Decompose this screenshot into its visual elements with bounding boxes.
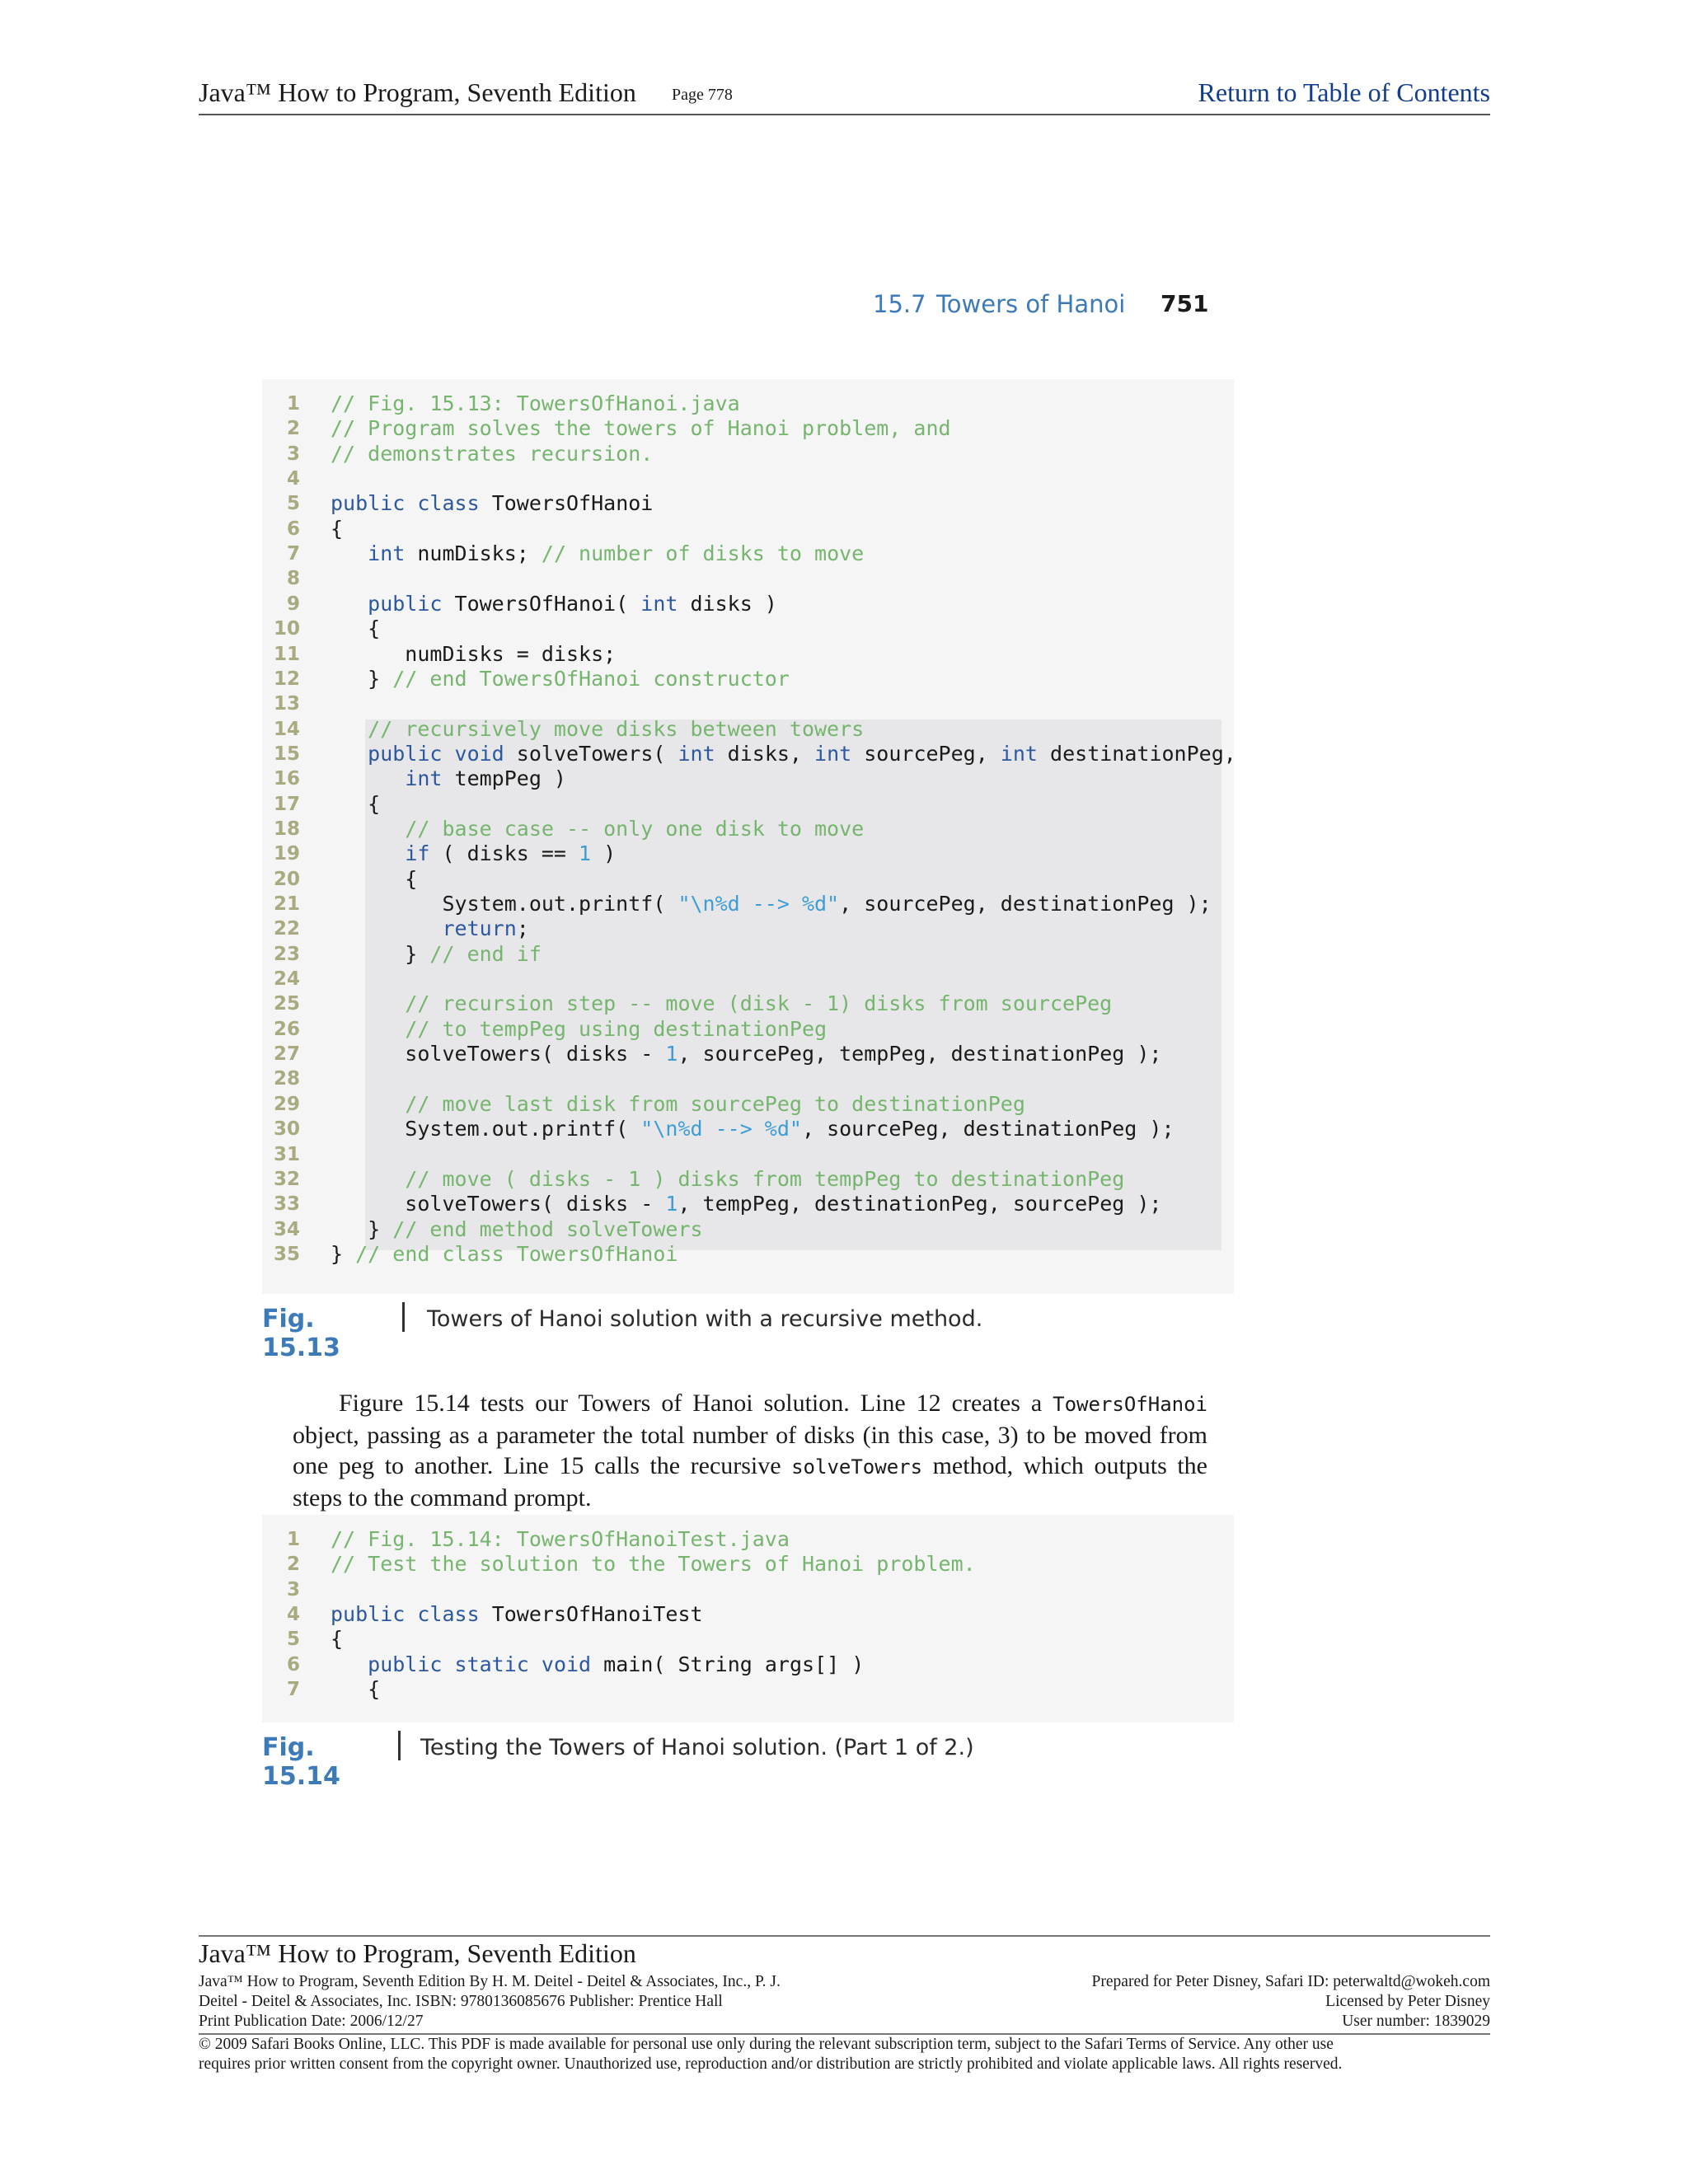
code-text: if ( disks == 1 )	[405, 841, 617, 866]
line-number: 16	[273, 768, 300, 790]
footer-citation-line: Java™ How to Program, Seventh Edition By H. M. Deitel - Deitel & Associates, Inc., P. J.	[199, 1973, 781, 1990]
line-number: 1	[286, 393, 300, 415]
line-number: 34	[273, 1218, 300, 1240]
code-text: // recursively move disks between towers	[368, 716, 865, 741]
code-text: System.out.printf( "\n%d --> %d", sourcePeg, destinationPeg );	[331, 892, 1212, 916]
line-number: 4	[286, 1604, 300, 1626]
line-number: 25	[273, 993, 300, 1015]
line-number: 21	[273, 893, 300, 915]
code-text: // recursion step -- move (disk - 1) disks from sourcePeg	[405, 991, 1113, 1016]
footer-license-line: User number: 1839029	[1342, 2013, 1490, 2030]
code-text: } // end TowersOfHanoi constructor	[331, 666, 790, 691]
code-listing-fig-15-13	[262, 379, 1234, 1294]
line-number: 27	[273, 1043, 300, 1066]
code-text: solveTowers( disks - 1, tempPeg, destinationPeg, sourcePeg );	[331, 1192, 1162, 1216]
line-number: 6	[286, 1653, 300, 1675]
code-text: {	[331, 616, 381, 641]
footer-license-line: Prepared for Peter Disney, Safari ID: peterwaltd@wokeh.com	[1091, 1973, 1490, 1990]
code-text: return;	[442, 916, 529, 941]
code-text: {	[331, 1627, 344, 1652]
running-head	[824, 288, 1212, 321]
line-number: 15	[273, 743, 300, 765]
inline-code-class: TowersOfHanoi	[1053, 1393, 1207, 1416]
code-text: public static void main( String args[] )	[368, 1652, 865, 1676]
line-number: 26	[273, 1018, 300, 1040]
line-number: 13	[273, 693, 300, 715]
code-text: // move ( disks - 1 ) disks from tempPeg to destinationPeg	[405, 1166, 1125, 1191]
line-number: 9	[286, 593, 300, 615]
footer-license-line: Licensed by Peter Disney	[1325, 1993, 1490, 2010]
body-paragraph	[293, 1388, 1207, 1513]
code-text: {	[331, 1677, 381, 1702]
line-number: 31	[273, 1143, 300, 1165]
line-number: 19	[273, 843, 300, 865]
line-number: 30	[273, 1118, 300, 1141]
paragraph-text: object, passing as a parameter the total number of disks (in this case, 3) to be moved from one peg to another. Line 15 calls the recursive	[293, 1422, 1207, 1479]
line-number: 7	[286, 1679, 300, 1701]
header-page-label: Page 778	[672, 86, 733, 104]
code-text: // demonstrates recursion.	[331, 441, 654, 466]
code-text: } // end if	[331, 941, 542, 966]
code-text: public class TowersOfHanoiTest	[331, 1602, 703, 1627]
paragraph-text: Figure 15.14 tests our Towers of Hanoi solution. Line 12 creates a	[339, 1390, 1053, 1417]
line-number: 14	[273, 718, 300, 740]
line-number: 18	[273, 818, 300, 840]
line-number: 22	[273, 918, 300, 940]
code-text: System.out.printf( "\n%d --> %d", sourcePeg, destinationPeg );	[331, 1117, 1175, 1141]
code-text: // Fig. 15.14: TowersOfHanoiTest.java	[331, 1527, 790, 1551]
line-number: 1	[286, 1529, 300, 1550]
section-number: 15.7	[873, 290, 926, 318]
line-number: 4	[286, 468, 300, 490]
figure-label: Fig. 15.14	[262, 1733, 340, 1791]
code-text: {	[331, 791, 381, 816]
footer-copyright-line: requires prior written consent from the copyright owner. Unauthorized use, reproduction and/or distribution are strictly prohibited and violate applicable laws. All rights reserved.	[199, 2055, 1343, 2073]
page-header	[199, 76, 1490, 115]
code-text: // base case -- only one disk to move	[405, 816, 865, 841]
paragraph-text: method, which outputs the steps to the command prompt.	[293, 1452, 1207, 1511]
line-number: 32	[273, 1168, 300, 1190]
line-number: 6	[286, 518, 300, 540]
code-text: // to tempPeg using destinationPeg	[405, 1016, 828, 1041]
code-text: // Test the solution to the Towers of Hanoi problem.	[331, 1552, 976, 1577]
code-text: int tempPeg )	[405, 766, 566, 791]
caption-separator	[398, 1731, 401, 1760]
inline-code-method: solveTowers	[791, 1455, 923, 1479]
book-page-number: 751	[1160, 290, 1209, 317]
figure-label: Fig. 15.13	[262, 1305, 340, 1362]
code-text: int numDisks; // number of disks to move	[368, 541, 865, 566]
figure-caption-text: Towers of Hanoi solution with a recursive method.	[427, 1306, 983, 1332]
code-text: // Fig. 15.13: TowersOfHanoi.java	[331, 391, 740, 415]
code-text: } // end class TowersOfHanoi	[331, 1241, 678, 1266]
section-title: Towers of Hanoi	[936, 290, 1126, 318]
line-number: 24	[273, 968, 300, 991]
footer-copyright-line: © 2009 Safari Books Online, LLC. This PDF is made available for personal use only during the relevant subscription term, subject to the Safari Terms of Service. Any other use	[199, 2036, 1334, 2053]
code-text: public class TowersOfHanoi	[331, 491, 654, 516]
code-listing-fig-15-14	[262, 1515, 1234, 1722]
line-number: 33	[273, 1193, 300, 1216]
caption-separator	[402, 1302, 405, 1332]
footer-book-title: Java™ How to Program, Seventh Edition	[199, 1938, 636, 1968]
page-footer	[199, 1935, 1490, 2085]
line-number: 3	[286, 443, 300, 465]
figure-caption-text: Testing the Towers of Hanoi solution. (Part 1 of 2.)	[420, 1735, 974, 1760]
line-number: 29	[273, 1093, 300, 1115]
code-text: {	[331, 516, 344, 541]
code-text: solveTowers( disks - 1, sourcePeg, tempPeg, destinationPeg );	[331, 1042, 1162, 1066]
code-text: // Program solves the towers of Hanoi problem, and	[331, 416, 951, 441]
line-number: 7	[286, 543, 300, 565]
line-number: 5	[286, 493, 300, 515]
header-book-title: Java™ How to Program, Seventh Edition	[199, 77, 636, 107]
line-number: 10	[273, 618, 300, 640]
line-number: 23	[273, 943, 300, 965]
line-number: 2	[286, 418, 300, 440]
code-text: public TowersOfHanoi( int disks )	[368, 591, 777, 616]
line-number: 8	[286, 568, 300, 590]
footer-citation-line: Deitel - Deitel & Associates, Inc. ISBN: 9780136085676 Publisher: Prentice Hall	[199, 1993, 723, 2010]
line-number: 20	[273, 868, 300, 890]
line-number: 35	[273, 1243, 300, 1265]
toc-link[interactable]: Return to Table of Contents	[1198, 77, 1490, 107]
line-number: 11	[273, 643, 300, 665]
footer-citation-line: Print Publication Date: 2006/12/27	[199, 2013, 424, 2030]
line-number: 28	[273, 1068, 300, 1090]
line-number: 2	[286, 1554, 300, 1576]
line-number: 5	[286, 1629, 300, 1651]
code-text: } // end method solveTowers	[331, 1216, 703, 1241]
code-text: public void solveTowers( int disks, int sourcePeg, int destinationPeg,	[368, 741, 1236, 766]
footer-divider	[199, 2033, 1490, 2035]
code-text: {	[331, 866, 418, 891]
line-number: 3	[286, 1578, 300, 1601]
line-number: 12	[273, 668, 300, 690]
line-number: 17	[273, 793, 300, 815]
code-text: // move last disk from sourcePeg to destinationPeg	[405, 1091, 1025, 1116]
code-text: numDisks = disks;	[331, 641, 617, 666]
